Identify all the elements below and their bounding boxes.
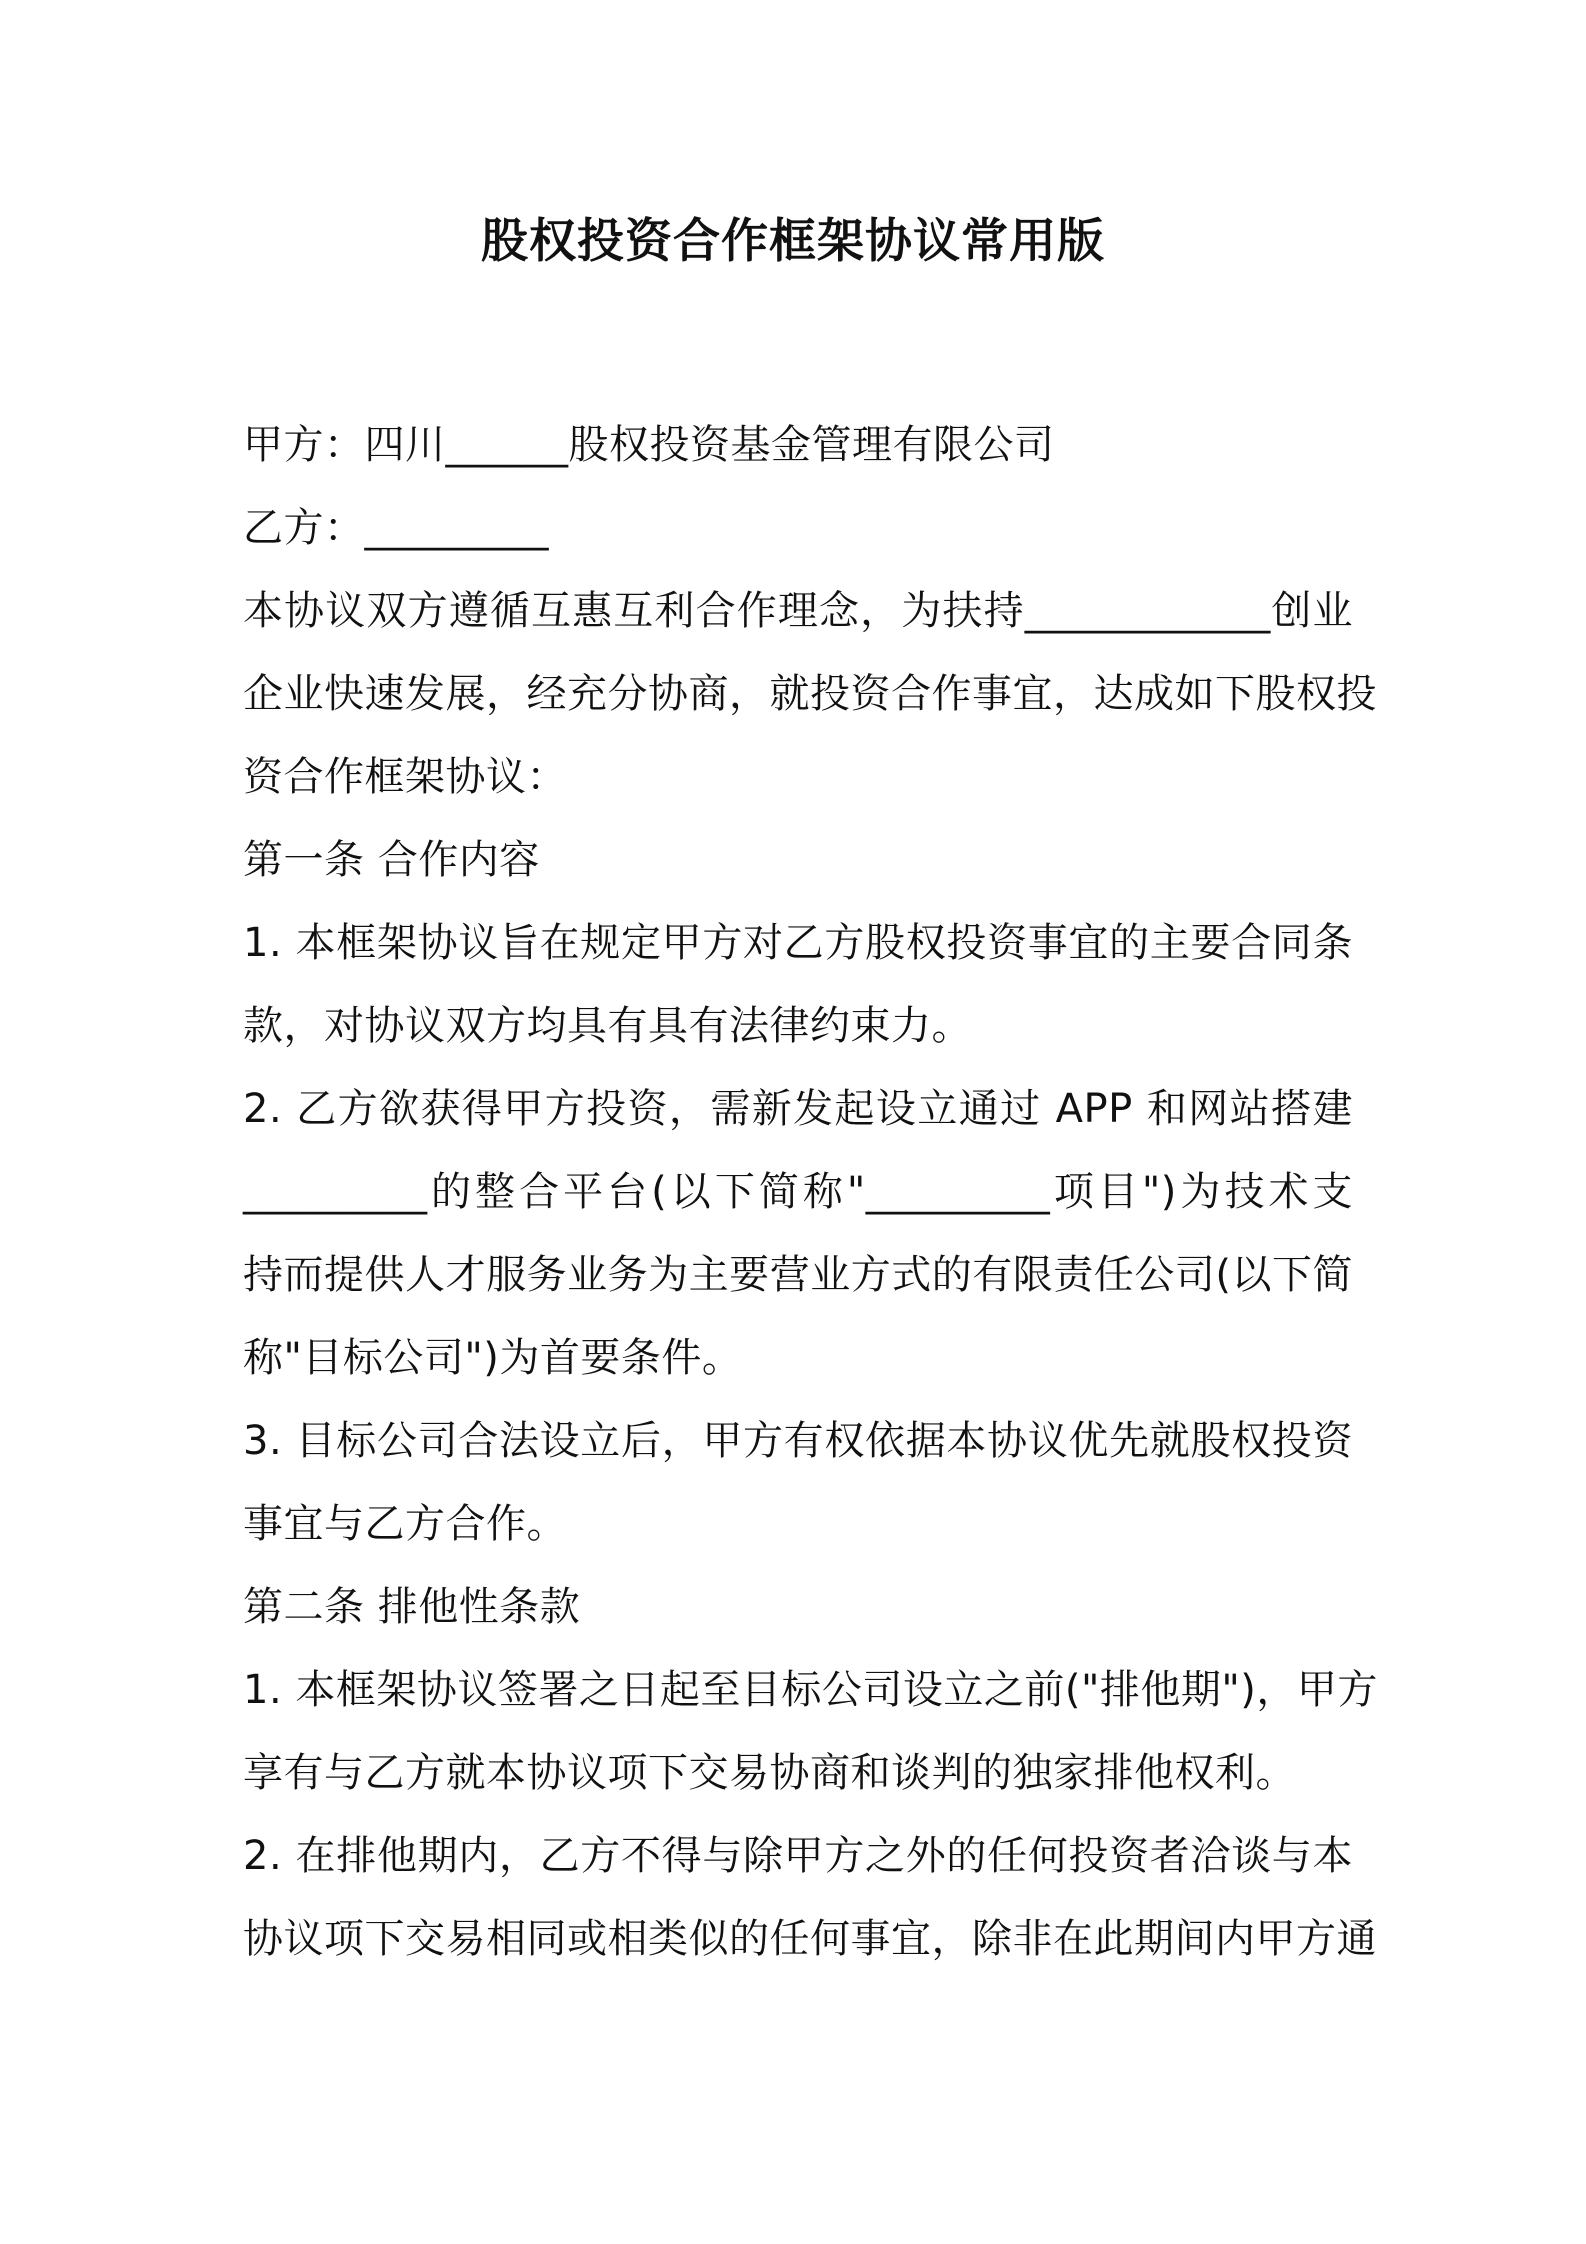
clause-line: 称"目标公司")为首要条件。 xyxy=(243,1335,743,1381)
preamble-line: 企业快速发展，经充分协商，就投资合作事宜，达成如下股权投 xyxy=(243,671,1377,717)
clause-line: 款，对协议双方均具有具有法律约束力。 xyxy=(243,1003,972,1049)
clause-line: 享有与乙方就本协议项下交易协商和谈判的独家排他权利。 xyxy=(243,1750,1296,1796)
party-b-line: 乙方：_________ xyxy=(243,505,549,551)
clause-line: 1. 本框架协议签署之日起至目标公司设立之前("排他期")，甲方 xyxy=(243,1667,1378,1713)
clause-line: 2. 乙方欲获得甲方投资，需新发起设立通过 APP 和网站搭建 xyxy=(243,1086,1353,1132)
clause-line: 事宜与乙方合作。 xyxy=(243,1501,567,1547)
clause-line: _________的整合平台(以下简称"_________项目")为技术支 xyxy=(243,1169,1353,1215)
article-heading: 第二条 排他性条款 xyxy=(243,1584,581,1630)
clause-line: 3. 目标公司合法设立后，甲方有权依据本协议优先就股权投资 xyxy=(243,1418,1353,1464)
preamble-line: 资合作框架协议： xyxy=(243,754,567,800)
clause-line: 2. 在排他期内，乙方不得与除甲方之外的任何投资者洽谈与本 xyxy=(243,1833,1353,1879)
clause-line: 1. 本框架协议旨在规定甲方对乙方股权投资事宜的主要合同条 xyxy=(243,920,1353,966)
preamble-line: 本协议双方遵循互惠互利合作理念，为扶持____________创业 xyxy=(243,588,1353,634)
article-heading: 第一条 合作内容 xyxy=(243,837,540,883)
document-title: 股权投资合作框架协议常用版 xyxy=(481,214,1105,269)
clause-line: 持而提供人才服务业务为主要营业方式的有限责任公司(以下简 xyxy=(243,1252,1353,1298)
document-body xyxy=(243,404,1378,1981)
clause-line: 协议项下交易相同或相类似的任何事宜，除非在此期间内甲方通 xyxy=(243,1916,1377,1962)
party-a-line: 甲方：四川______股权投资基金管理有限公司 xyxy=(243,422,1055,468)
